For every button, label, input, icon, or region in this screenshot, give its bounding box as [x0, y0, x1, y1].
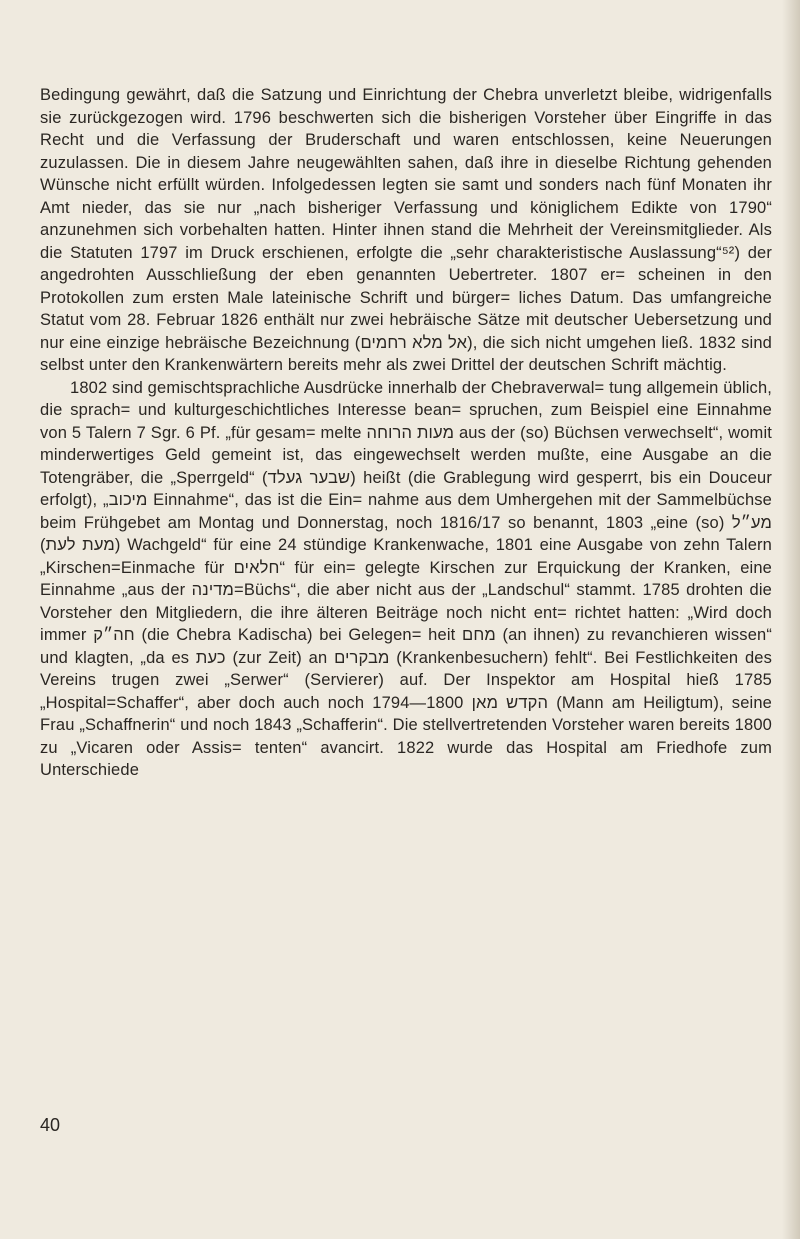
paragraph-2: 1802 sind gemischtsprachliche Ausdrücke innerhalb der Chebraverwal= tung allgemein üblich, die sprach= und kulturgeschichtliches Interesse bean= spruchen, zum Beispiel eine Einnahme von 5 Talern 7 Sgr. 6 Pf. „für gesam= melte מעות הרוחה aus der (so) Büchsen verwechselt“, womit minderwertiges Geld gemeint ist, das eingewechselt werden mußte, eine Ausgabe an die Totengräber, die „Sperrgeld“ (שבער געלד) heißt (die Grablegung wird gesperrt, bis ein Douceur erfolgt), „מיכוב Einnahme“, das ist die Ein= nahme aus dem Umhergehen mit der Sammelbüchse beim Frühgebet am Montag und Donnerstag, noch 1816/17 so benannt, 1803 „eine (so) מע״ל (מעת לעת) Wachgeld“ für eine 24 stündige Krankenwache, 1801 eine Ausgabe von zehn Talern „Kirschen=Einmache für חלאים“ für ein= gelegte Kirschen zur Erquickung der Kranken, eine Einnahme „aus der מדינה=Büchs“, die aber nicht aus der „Landschul“ stammt. 1785 drohten die Vorsteher den Mitgliedern, die ihre älteren Beiträge noch nicht ent= richtet hatten: „Wird doch immer חה״ק (die Chebra Kadischa) bei Gelegen= heit מחם (an ihnen) zu revanchieren wissen“ und klagten, „da es כעת (zur Zeit) an מבקרים (Krankenbesuchern) fehlt“. Bei Festlichkeiten des Vereins trugen zwei „Serwer“ (Servierer) auf. Der Inspektor am Hospital hieß 1785 „Hospital=Schaffer“, aber doch auch noch 1794—1800 הקדש מאן (Mann am Heiligtum), seine Frau „Schaffnerin“ und noch 1843 „Schafferin“. Die stellvertretenden Vorsteher waren bereits 1800 zu „Vicaren oder Assis= tenten“ avancirt. 1822 wurde das Hospital am Friedhofe zum Unterschiede — [40, 378, 773, 779]
page-number: 40 — [40, 1115, 61, 1135]
page-edge-shadow — [782, 0, 800, 1239]
paragraph-1: Bedingung gewährt, daß die Satzung und Einrichtung der Chebra unverletzt bleibe, widrigenfalls sie zurückgezogen wird. 1796 beschwerten sich die bisherigen Vorsteher über Eingriffe in das Recht und die Verfassung der Bruderschaft und waren entschlossen, keine Neuerungen zuzulassen. Die in diesem Jahre neugewählten sahen, daß ihre in dieselbe Richtung gehenden Wünsche nicht erfüllt würden. Infolgedessen legten sie samt und sonders nach fünf Monaten ihr Amt nieder, das sie nur „nach bisheriger Verfassung und königlichem Edikte von 1790“ anzunehmen sich vorbehalten hatten. Hinter ihnen stand die Mehrheit der Vereinsmitglieder. Als die Statuten 1797 im Druck erschienen, erfolgte die „sehr charakteristische Auslassung“⁵²) der angedrohten Ausschließung der eben genannten Uebertreter. 1807 er= scheinen in den Protokollen zum ersten Male lateinische Schrift und bürger= liches Datum. Das umfangreiche Statut vom 28. Februar 1826 enthält nur zwei hebräische Sätze mit deutscher Uebersetzung und nur eine einzige hebräische Bezeichnung (אל מלא רחמים), die sich nicht umgehen ließ. 1832 sind selbst unter den Krankenwärtern bereits mehr als zwei Drittel der deutschen Schrift mächtig. — [40, 86, 772, 374]
body-text — [40, 84, 772, 782]
